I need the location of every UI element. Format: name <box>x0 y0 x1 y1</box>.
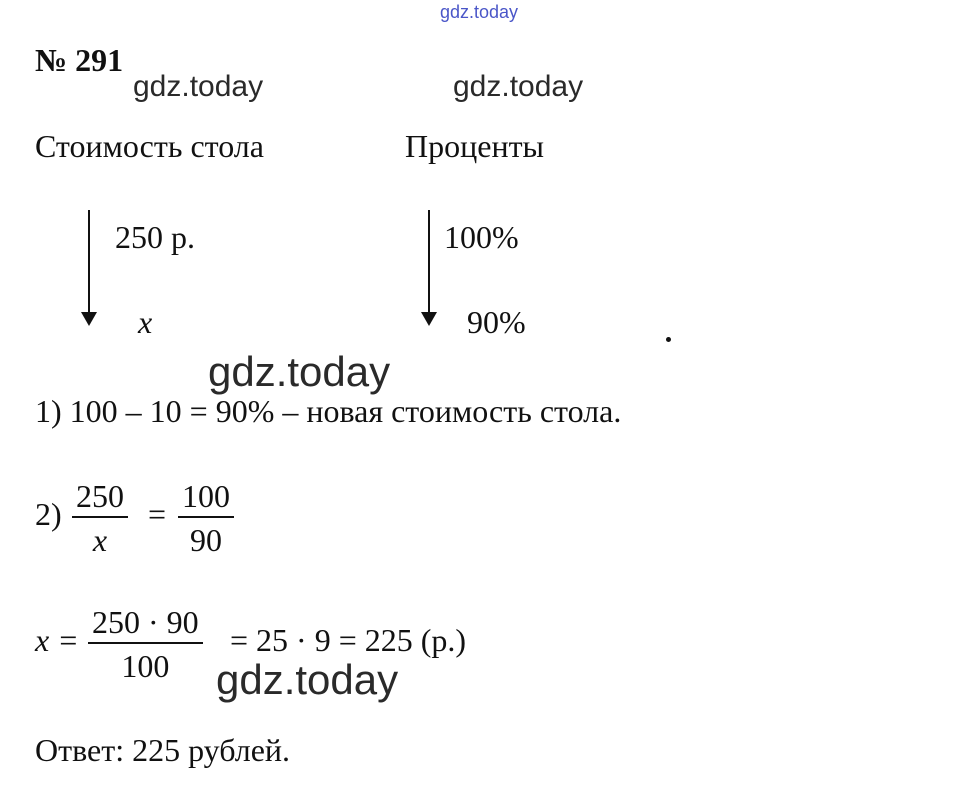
cost-initial: 250 р. <box>115 219 195 255</box>
fraction-bar <box>72 516 128 518</box>
step-1: 1) 100 – 10 = 90% – новая стоимость стола. <box>35 393 622 429</box>
watermark-2: gdz.today <box>453 70 584 103</box>
equals-sign: = <box>148 496 167 532</box>
problem-number: № 291 <box>35 42 124 78</box>
watermark-top: gdz.today <box>440 2 519 22</box>
fraction-100-over-90 <box>178 480 234 556</box>
cost-unknown: x <box>138 304 153 340</box>
step-3-lhs: x = <box>35 622 79 658</box>
down-arrow-icon-right <box>428 210 430 314</box>
fraction-bar <box>88 642 203 644</box>
fraction-250-over-x <box>72 480 128 556</box>
percent-new: 90% <box>467 304 526 340</box>
watermark-1: gdz.today <box>133 70 264 103</box>
fraction-denominator: x <box>92 522 108 558</box>
fraction-250x90-over-100 <box>88 606 203 682</box>
percent-initial: 100% <box>444 219 519 255</box>
watermark-4: gdz.today <box>216 656 399 703</box>
column-header-cost: Стоимость стола <box>35 128 264 164</box>
step-3-rhs: = 25 · 9 = 225 (р.) <box>230 622 467 658</box>
dot-mark <box>666 337 671 342</box>
column-header-percent: Проценты <box>405 128 545 164</box>
fraction-numerator: 100 <box>182 478 230 514</box>
fraction-numerator: 250 <box>76 478 124 514</box>
fraction-bar <box>178 516 234 518</box>
step-2-label: 2) <box>35 496 62 532</box>
watermark-3: gdz.today <box>208 348 391 395</box>
answer: Ответ: 225 рублей. <box>35 732 291 768</box>
fraction-denominator: 90 <box>190 522 222 558</box>
fraction-denominator: 100 <box>121 648 170 684</box>
down-arrow-icon-left <box>88 210 90 314</box>
fraction-numerator: 250 · 90 <box>92 604 199 640</box>
